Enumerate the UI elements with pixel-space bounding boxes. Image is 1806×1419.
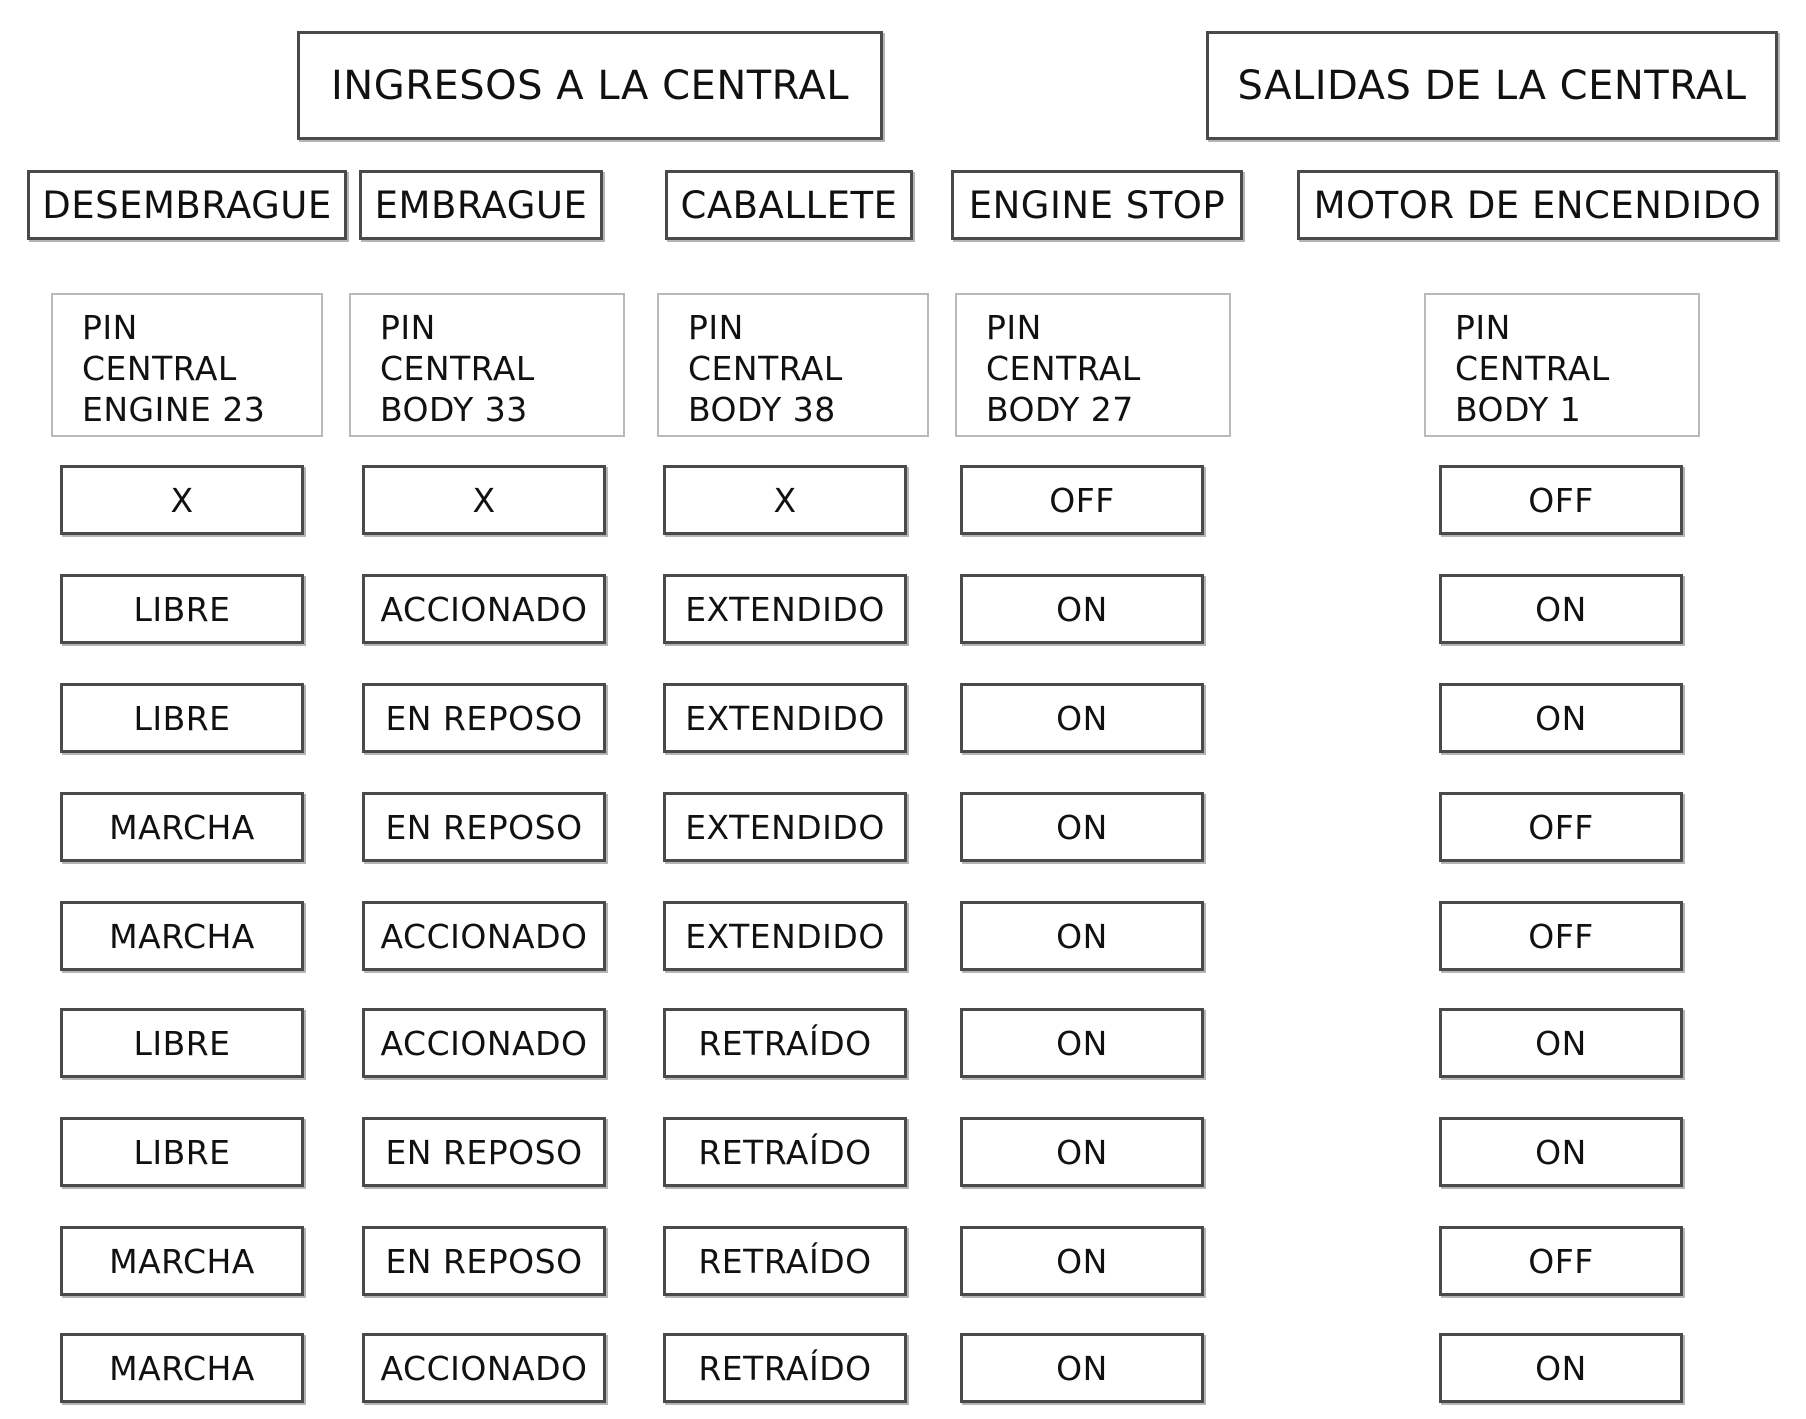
state-cell-engine-stop: ON	[960, 683, 1204, 753]
state-cell-motor-de-encendido: OFF	[1439, 901, 1683, 971]
pin-label: PIN	[82, 308, 138, 347]
state-cell-embrague: ACCIONADO	[362, 574, 606, 644]
pin-label: BODY 27	[986, 390, 1134, 429]
state-cell-engine-stop: ON	[960, 1226, 1204, 1296]
pin-label: BODY 38	[688, 390, 836, 429]
pin-box-engine-stop	[955, 293, 1231, 437]
header-embrague: EMBRAGUE	[359, 170, 603, 240]
state-cell-engine-stop: ON	[960, 1333, 1204, 1403]
state-cell-motor-de-encendido: ON	[1439, 1008, 1683, 1078]
state-cell-motor-de-encendido: ON	[1439, 683, 1683, 753]
pin-label: CENTRAL	[82, 349, 237, 388]
pin-label: ENGINE 23	[82, 390, 266, 429]
header-caballete: CABALLETE	[665, 170, 913, 240]
state-cell-desembrague: MARCHA	[60, 792, 304, 862]
state-cell-desembrague: LIBRE	[60, 1008, 304, 1078]
state-cell-engine-stop: ON	[960, 792, 1204, 862]
state-cell-caballete: EXTENDIDO	[663, 683, 907, 753]
state-cell-desembrague: LIBRE	[60, 683, 304, 753]
pin-label: PIN	[986, 308, 1042, 347]
state-cell-embrague: EN REPOSO	[362, 1226, 606, 1296]
state-cell-engine-stop: ON	[960, 574, 1204, 644]
pin-box-embrague	[349, 293, 625, 437]
pin-label: CENTRAL	[380, 349, 535, 388]
pin-label: CENTRAL	[1455, 349, 1610, 388]
title-ingresos-a-la-central: INGRESOS A LA CENTRAL	[297, 31, 883, 140]
state-cell-motor-de-encendido: ON	[1439, 1333, 1683, 1403]
pin-label: PIN	[688, 308, 744, 347]
state-cell-desembrague: LIBRE	[60, 1117, 304, 1187]
state-cell-engine-stop: ON	[960, 1008, 1204, 1078]
state-cell-desembrague: LIBRE	[60, 574, 304, 644]
state-cell-embrague: X	[362, 465, 606, 535]
state-cell-caballete: RETRAÍDO	[663, 1117, 907, 1187]
state-cell-engine-stop: ON	[960, 901, 1204, 971]
pin-box-desembrague	[51, 293, 323, 437]
state-cell-motor-de-encendido: OFF	[1439, 465, 1683, 535]
state-cell-desembrague: MARCHA	[60, 1226, 304, 1296]
pin-label: PIN	[1455, 308, 1511, 347]
state-cell-embrague: EN REPOSO	[362, 1117, 606, 1187]
pin-label: CENTRAL	[986, 349, 1141, 388]
state-cell-caballete: EXTENDIDO	[663, 574, 907, 644]
header-engine-stop: ENGINE STOP	[951, 170, 1243, 240]
pin-label: BODY 33	[380, 390, 528, 429]
state-cell-engine-stop: ON	[960, 1117, 1204, 1187]
state-cell-caballete: RETRAÍDO	[663, 1333, 907, 1403]
state-cell-embrague: ACCIONADO	[362, 1333, 606, 1403]
state-cell-caballete: RETRAÍDO	[663, 1008, 907, 1078]
state-cell-desembrague: X	[60, 465, 304, 535]
state-cell-motor-de-encendido: OFF	[1439, 1226, 1683, 1296]
state-cell-embrague: EN REPOSO	[362, 792, 606, 862]
state-cell-desembrague: MARCHA	[60, 1333, 304, 1403]
pin-label: CENTRAL	[688, 349, 843, 388]
state-cell-caballete: EXTENDIDO	[663, 792, 907, 862]
state-cell-embrague: ACCIONADO	[362, 1008, 606, 1078]
title-salidas-de-la-central: SALIDAS DE LA CENTRAL	[1206, 31, 1778, 140]
state-cell-motor-de-encendido: ON	[1439, 1117, 1683, 1187]
header-motor-de-encendido: MOTOR DE ENCENDIDO	[1297, 170, 1778, 240]
header-desembrague: DESEMBRAGUE	[27, 170, 347, 240]
state-cell-caballete: EXTENDIDO	[663, 901, 907, 971]
pin-label: BODY 1	[1455, 390, 1582, 429]
state-cell-embrague: EN REPOSO	[362, 683, 606, 753]
pin-box-caballete	[657, 293, 929, 437]
pin-label: PIN	[380, 308, 436, 347]
state-cell-engine-stop: OFF	[960, 465, 1204, 535]
state-cell-caballete: X	[663, 465, 907, 535]
state-cell-desembrague: MARCHA	[60, 901, 304, 971]
state-cell-motor-de-encendido: ON	[1439, 574, 1683, 644]
pin-box-motor-de-encendido	[1424, 293, 1700, 437]
state-cell-caballete: RETRAÍDO	[663, 1226, 907, 1296]
state-cell-motor-de-encendido: OFF	[1439, 792, 1683, 862]
state-cell-embrague: ACCIONADO	[362, 901, 606, 971]
